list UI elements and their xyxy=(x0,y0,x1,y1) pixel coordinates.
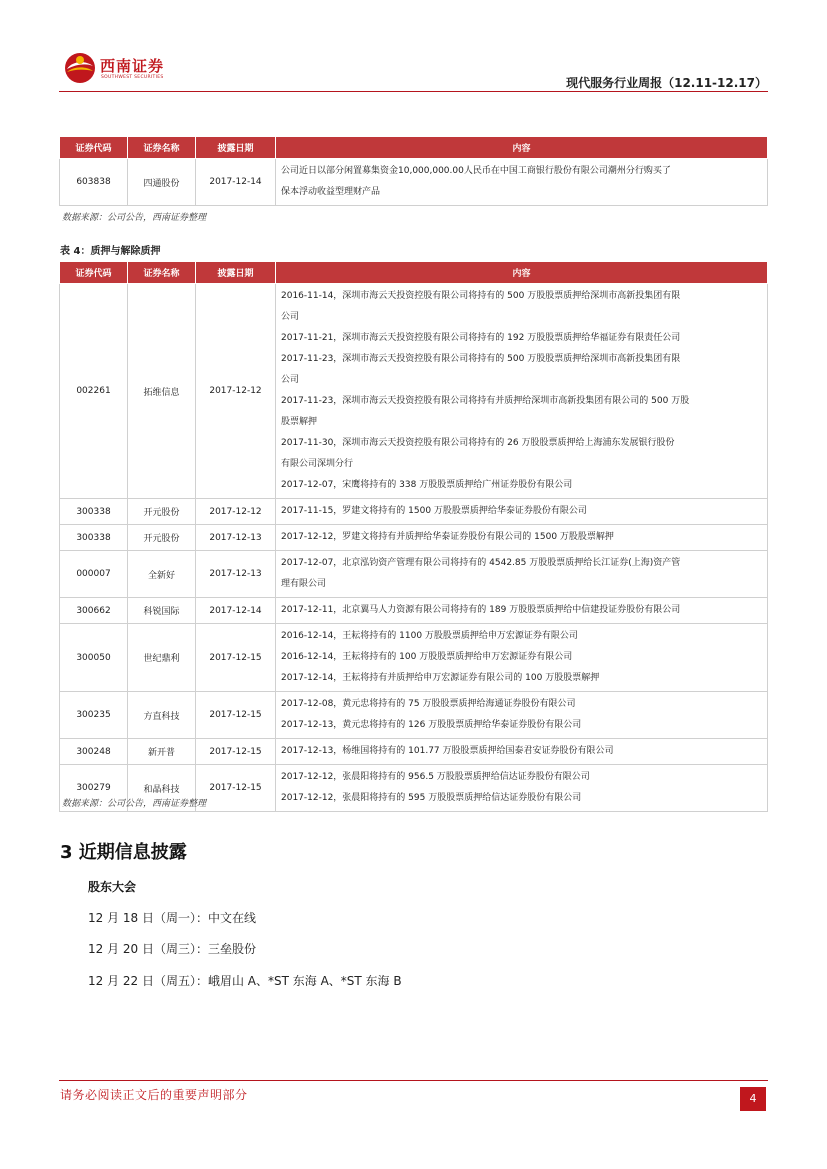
content-line: 2017-12-12，张晨阳将持有的 595 万股股票质押给信达证券股份有限公司 xyxy=(281,793,582,803)
section-title: 3 近期信息披露 xyxy=(60,842,187,863)
cell-content xyxy=(276,551,768,598)
column-header-date: 披露日期 xyxy=(196,262,276,284)
cell-name: 科锐国际 xyxy=(128,598,196,624)
content-line: 2017-12-12，罗建文将持有并质押给华泰证券股份有限公司的 1500 万股股票解押 xyxy=(281,532,614,542)
table-row xyxy=(60,525,768,551)
table3-source: 数据来源：公司公告，西南证券整理 xyxy=(62,213,207,223)
header-divider xyxy=(59,91,768,92)
footer-divider xyxy=(59,1080,768,1081)
content-line: 2017-12-07，宋鹰将持有的 338 万股股票质押给广州证券股份有限公司 xyxy=(281,480,573,490)
logo-text-en: SOUTHWEST SECURITIES xyxy=(101,75,164,80)
cell-name: 方直科技 xyxy=(128,692,196,739)
cell-code: 603838 xyxy=(60,159,128,206)
content-line: 2017-12-12，张晨阳将持有的 956.5 万股股票质押给信达证券股份有限公司 xyxy=(281,772,590,782)
content-line: 2017-11-15，罗建文将持有的 1500 万股股票质押给华泰证券股份有限公司 xyxy=(281,506,587,516)
pledge-table xyxy=(59,261,768,812)
disclaimer-text: 请务必阅读正文后的重要声明部分 xyxy=(60,1088,248,1102)
content-line: 公司近日以部分闲置募集资金10,000,000.00人民币在中国工商银行股份有限公司潮州分行购买了 xyxy=(281,166,671,176)
cell-code: 300248 xyxy=(60,739,128,765)
cell-date: 2017-12-15 xyxy=(196,624,276,692)
cell-content xyxy=(276,739,768,765)
table-row xyxy=(60,739,768,765)
cell-content xyxy=(276,624,768,692)
cell-code: 300338 xyxy=(60,499,128,525)
cell-date: 2017-12-15 xyxy=(196,692,276,739)
content-line: 有限公司深圳分行 xyxy=(281,459,354,469)
cell-code: 300050 xyxy=(60,624,128,692)
content-line: 2017-12-08，黄元忠将持有的 75 万股股票质押给海通证券股份有限公司 xyxy=(281,699,576,709)
report-title: 现代服务行业周报（12.11-12.17） xyxy=(566,76,767,90)
column-header-name: 证券名称 xyxy=(128,137,196,159)
table-row xyxy=(60,598,768,624)
cell-content xyxy=(276,525,768,551)
table-row xyxy=(60,159,768,206)
column-header-name: 证券名称 xyxy=(128,262,196,284)
cell-date: 2017-12-13 xyxy=(196,551,276,598)
logo-mark-icon xyxy=(63,51,97,85)
cell-code: 300662 xyxy=(60,598,128,624)
table-header-row xyxy=(60,262,768,284)
table-header-row xyxy=(60,137,768,159)
meeting-item: 12 月 20 日（周三）：三垒股份 xyxy=(88,942,256,956)
cell-name: 开元股份 xyxy=(128,499,196,525)
table-row xyxy=(60,624,768,692)
subheading-shareholder-meeting: 股东大会 xyxy=(88,880,137,894)
table4-caption: 表 4：质押与解除质押 xyxy=(60,246,161,257)
logo-text-cn: 西南证券 xyxy=(100,57,165,75)
cell-name: 和晶科技 xyxy=(128,765,196,812)
cell-name: 拓维信息 xyxy=(128,284,196,499)
cell-name: 新开普 xyxy=(128,739,196,765)
announcement-table xyxy=(59,136,768,206)
column-header-content: 内容 xyxy=(276,262,768,284)
content-line: 2017-12-14，王耘将持有并质押给申万宏源证券有限公司的 100 万股股票解押 xyxy=(281,673,600,683)
content-line: 2016-12-14，王耘将持有的 100 万股股票质押给申万宏源证券有限公司 xyxy=(281,652,573,662)
content-line: 理有限公司 xyxy=(281,579,327,589)
cell-name: 全新好 xyxy=(128,551,196,598)
content-line: 公司 xyxy=(281,375,300,385)
content-line: 2016-12-14，王耘将持有的 1100 万股股票质押给申万宏源证券有限公司 xyxy=(281,631,578,641)
cell-code: 002261 xyxy=(60,284,128,499)
table4-source: 数据来源：公司公告，西南证券整理 xyxy=(62,799,207,809)
content-line: 2017-12-07，北京泓钧资产管理有限公司将持有的 4542.85 万股股票质押给长江证券(上海)资产管 xyxy=(281,558,681,568)
cell-content xyxy=(276,765,768,812)
table-row xyxy=(60,284,768,499)
cell-date: 2017-12-15 xyxy=(196,765,276,812)
cell-code: 000007 xyxy=(60,551,128,598)
page-number: 4 xyxy=(740,1087,766,1111)
content-line: 2017-12-13，黄元忠将持有的 126 万股股票质押给华泰证券股份有限公司 xyxy=(281,720,582,730)
column-header-date: 披露日期 xyxy=(196,137,276,159)
meeting-item: 12 月 22 日（周五）：峨眉山 A、*ST 东海 A、*ST 东海 B xyxy=(88,974,402,988)
content-line: 2017-11-30，深圳市海云天投资控股有限公司将持有的 26 万股股票质押给上海浦东发展银行股份 xyxy=(281,438,675,448)
cell-content xyxy=(276,284,768,499)
content-line: 2017-12-13，杨维国将持有的 101.77 万股股票质押给国泰君安证券股份有限公司 xyxy=(281,746,614,756)
table-row xyxy=(60,692,768,739)
cell-date: 2017-12-12 xyxy=(196,499,276,525)
content-line: 2016-11-14，深圳市海云天投资控股有限公司将持有的 500 万股股票质押给深圳市高新投集团有限 xyxy=(281,291,681,301)
cell-date: 2017-12-15 xyxy=(196,739,276,765)
cell-code: 300279 xyxy=(60,765,128,812)
column-header-code: 证券代码 xyxy=(60,137,128,159)
cell-code: 300235 xyxy=(60,692,128,739)
meeting-item: 12 月 18 日（周一）：中文在线 xyxy=(88,911,256,925)
content-line: 2017-11-21，深圳市海云天投资控股有限公司将持有的 192 万股股票质押给华福证券有限责任公司 xyxy=(281,333,681,343)
column-header-content: 内容 xyxy=(276,137,768,159)
table-row xyxy=(60,551,768,598)
content-line: 2017-12-11，北京翼马人力资源有限公司将持有的 189 万股股票质押给中信建投证券股份有限公司 xyxy=(281,605,681,615)
cell-date: 2017-12-14 xyxy=(196,159,276,206)
company-logo xyxy=(63,51,183,87)
cell-content xyxy=(276,159,768,206)
cell-content xyxy=(276,692,768,739)
column-header-code: 证券代码 xyxy=(60,262,128,284)
cell-code: 300338 xyxy=(60,525,128,551)
table-row xyxy=(60,499,768,525)
cell-name: 四通股份 xyxy=(128,159,196,206)
cell-date: 2017-12-12 xyxy=(196,284,276,499)
content-line: 股票解押 xyxy=(281,417,318,427)
content-line: 2017-11-23，深圳市海云天投资控股有限公司将持有的 500 万股股票质押给深圳市高新投集团有限 xyxy=(281,354,681,364)
cell-date: 2017-12-14 xyxy=(196,598,276,624)
cell-content xyxy=(276,598,768,624)
content-line: 公司 xyxy=(281,312,300,322)
content-line: 保本浮动收益型理财产品 xyxy=(281,187,381,197)
cell-name: 世纪鼎利 xyxy=(128,624,196,692)
cell-date: 2017-12-13 xyxy=(196,525,276,551)
cell-content xyxy=(276,499,768,525)
content-line: 2017-11-23，深圳市海云天投资控股有限公司将持有并质押给深圳市高新投集团有限公司的 500 万股 xyxy=(281,396,690,406)
cell-name: 开元股份 xyxy=(128,525,196,551)
